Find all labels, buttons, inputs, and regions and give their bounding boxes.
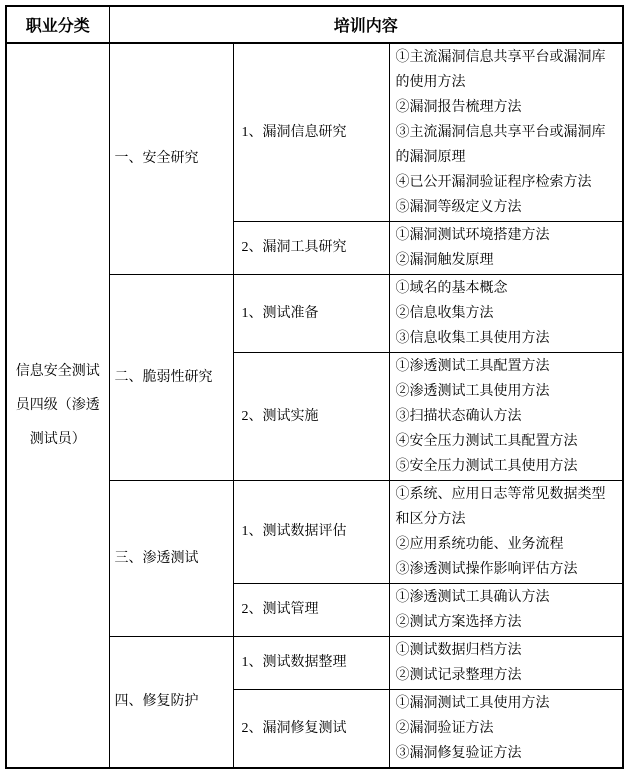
training-item: ②测试方案选择方法 [395, 615, 522, 630]
header-row [6, 6, 623, 43]
module-items-cell [389, 275, 623, 353]
training-item: ④安全压力测试工具配置方法 [395, 434, 578, 449]
training-item: ④已公开漏洞验证程序检索方法 [395, 175, 592, 190]
module-items-cell [389, 222, 623, 275]
training-item: ①渗透测试工具配置方法 [395, 359, 550, 374]
training-item: ①域名的基本概念 [395, 281, 508, 296]
module-title-cell: 1、测试数据评估 [233, 481, 389, 584]
module-title-cell: 2、测试实施 [233, 353, 389, 481]
training-item: ①漏洞测试环境搭建方法 [395, 228, 550, 243]
module-items-cell [389, 690, 623, 769]
training-item: ②漏洞验证方法 [395, 721, 494, 736]
module-items-cell [389, 481, 623, 584]
module-title-cell: 2、漏洞修复测试 [233, 690, 389, 769]
module-title-cell: 2、漏洞工具研究 [233, 222, 389, 275]
occupation-cell: 信息安全测试员四级（渗透测试员） [6, 43, 109, 768]
module-title-cell: 1、漏洞信息研究 [233, 43, 389, 222]
training-item: ①渗透测试工具确认方法 [395, 590, 550, 605]
category-cell-repair-protection: 四、修复防护 [109, 637, 233, 769]
module-title-cell: 1、测试准备 [233, 275, 389, 353]
training-item: ②应用系统功能、业务流程 [395, 537, 564, 552]
training-item: ②漏洞触发原理 [395, 253, 494, 268]
training-item: ③主流漏洞信息共享平台或漏洞库的漏洞原理 [395, 125, 606, 165]
training-item: ②测试记录整理方法 [395, 668, 522, 683]
module-items-cell [389, 43, 623, 222]
table-row [6, 43, 623, 222]
training-content-table [5, 5, 624, 769]
training-item: ③信息收集工具使用方法 [395, 331, 550, 346]
training-item: ①测试数据归档方法 [395, 643, 522, 658]
category-cell-security-research: 一、安全研究 [109, 43, 233, 275]
header-training-content: 培训内容 [109, 6, 623, 43]
header-occupation-category: 职业分类 [6, 6, 109, 43]
training-item: ③扫描状态确认方法 [395, 409, 522, 424]
training-item: ⑤漏洞等级定义方法 [395, 200, 522, 215]
training-item: ①系统、应用日志等常见数据类型和区分方法 [395, 487, 606, 527]
module-title-cell: 2、测试管理 [233, 584, 389, 637]
category-cell-penetration-testing: 三、渗透测试 [109, 481, 233, 637]
training-item: ③渗透测试操作影响评估方法 [395, 562, 578, 577]
training-item: ③漏洞修复验证方法 [395, 746, 522, 761]
training-item: ①主流漏洞信息共享平台或漏洞库的使用方法 [395, 50, 606, 90]
training-item: ⑤安全压力测试工具使用方法 [395, 459, 578, 474]
module-items-cell [389, 353, 623, 481]
training-item: ②漏洞报告梳理方法 [395, 100, 522, 115]
training-item: ①漏洞测试工具使用方法 [395, 696, 550, 711]
training-item: ②信息收集方法 [395, 306, 494, 321]
category-cell-vulnerability-research: 二、脆弱性研究 [109, 275, 233, 481]
module-items-cell [389, 584, 623, 637]
training-item: ②渗透测试工具使用方法 [395, 384, 550, 399]
module-items-cell [389, 637, 623, 690]
module-title-cell: 1、测试数据整理 [233, 637, 389, 690]
